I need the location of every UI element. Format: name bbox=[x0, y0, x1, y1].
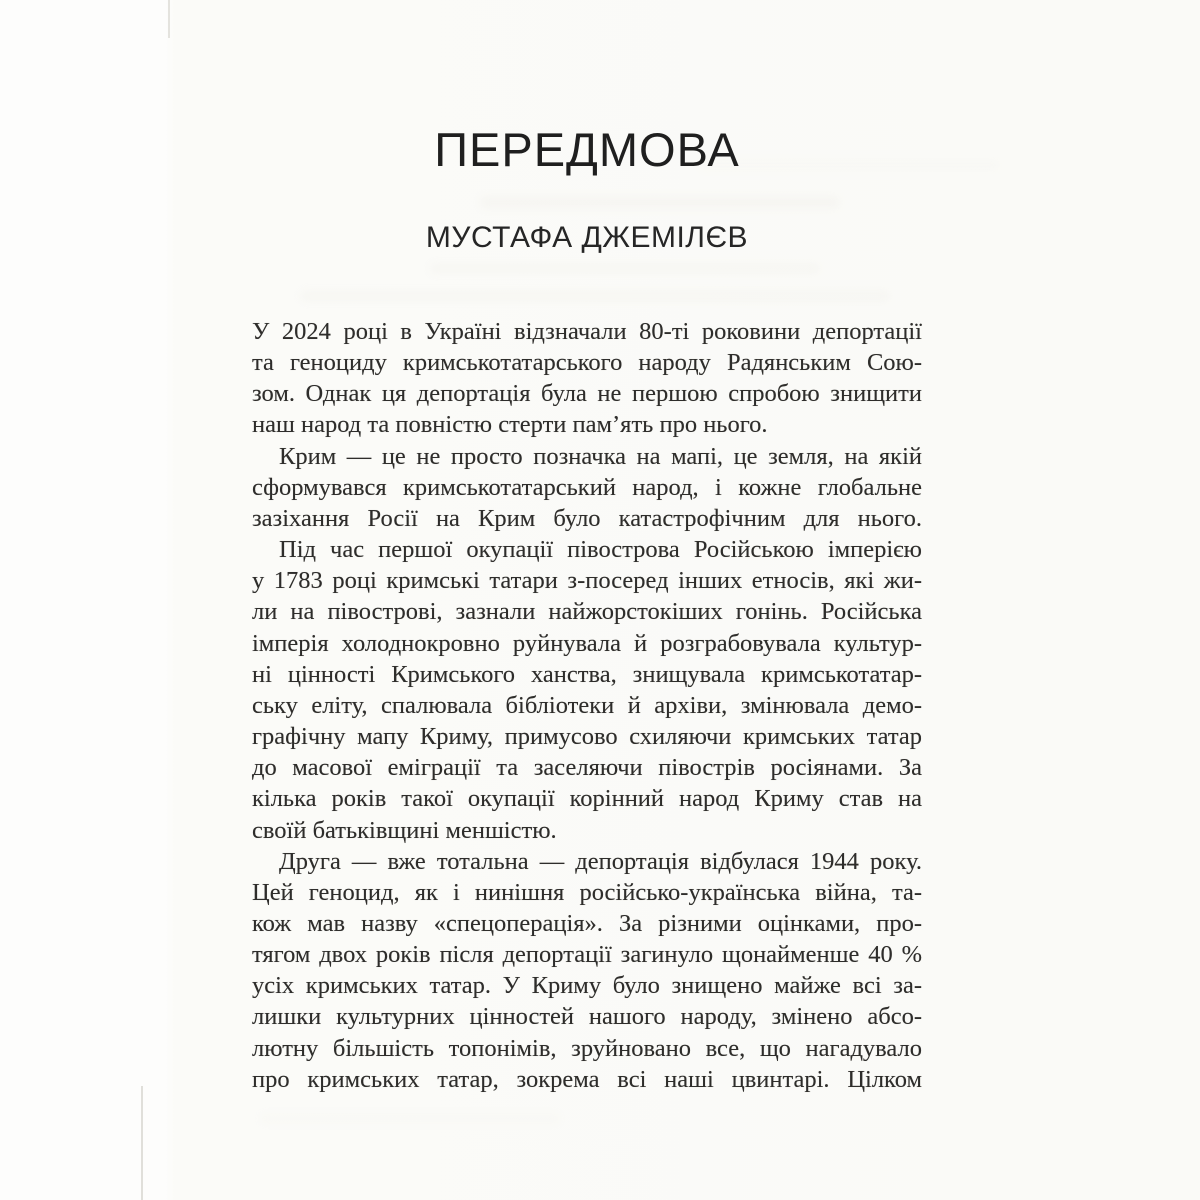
text-line: графічну мапу Криму, примусово схиляючи кримських татар bbox=[252, 723, 922, 751]
text-line: ську еліту, спалювала бібліотеки й архіви, змінювала демо- bbox=[252, 691, 922, 719]
text-line: зазіхання Росії на Крим було катастрофічним для нього. bbox=[252, 504, 922, 532]
text-line: наш народ та повністю стерти пам’ять про нього. bbox=[252, 411, 768, 439]
text-line: Друга — вже тотальна — депортація відбулася 1944 року. bbox=[279, 847, 922, 875]
text-line: ли на півострові, зазнали найжорстокіших гонінь. Російська bbox=[252, 598, 922, 626]
page-subtitle: МУСТАФА ДЖЕМІЛЄВ bbox=[425, 221, 749, 254]
text-line: лютну більшість топонімів, зруйновано все, що нагадувало bbox=[252, 1034, 922, 1062]
bleed-through-artifact bbox=[260, 1113, 560, 1124]
page-edge-line bbox=[168, 0, 170, 38]
bleed-through-artifact bbox=[480, 196, 840, 209]
paragraph bbox=[252, 316, 922, 441]
text-line: про кримських татар, зокрема всі наші цвинтарі. Цілком bbox=[252, 1065, 922, 1093]
text-line: кілька років такої окупації корінний народ Криму став на bbox=[252, 785, 922, 813]
text-line: усіх кримських татар. У Криму було знищено майже всі за- bbox=[252, 972, 922, 1000]
bleed-through-artifact bbox=[300, 290, 890, 302]
body-text bbox=[252, 316, 922, 1095]
text-line: Цей геноцид, як і нинішня російсько-українська війна, та- bbox=[252, 878, 922, 906]
text-line: імперія холоднокровно руйнувала й розграбовувала культур- bbox=[252, 629, 922, 657]
text-line: тягом двох років після депортації загинуло щонайменше 40 % bbox=[252, 941, 922, 969]
text-line: ні цінності Кримського ханства, знищувала кримськотатар- bbox=[252, 660, 922, 688]
paragraph bbox=[252, 846, 922, 1095]
text-line: зом. Однак ця депортація була не першою спробою знищити bbox=[252, 380, 922, 408]
paragraph bbox=[252, 534, 922, 846]
text-line: У 2024 році в Україні відзначали 80-ті роковини депортації bbox=[252, 318, 922, 345]
text-line: Під час першої окупації півострова Російською імперією bbox=[279, 536, 922, 564]
text-line: лишки культурних цінностей нашого народу, змінено абсо- bbox=[252, 1003, 922, 1031]
text-line: у 1783 році кримські татари з-посеред інших етносів, які жи- bbox=[252, 567, 922, 595]
text-line: до масової еміграції та заселяючи півострів росіянами. За bbox=[252, 754, 922, 782]
text-line: сформувався кримськотатарський народ, і кожне глобальне bbox=[252, 473, 922, 501]
page-title: ПЕРЕДМОВА bbox=[434, 123, 740, 176]
page-edge-line bbox=[141, 1086, 143, 1200]
text-line: Крим — це не просто позначка на мапі, це земля, на якій bbox=[279, 442, 922, 470]
bleed-through-artifact bbox=[430, 263, 820, 274]
paragraph bbox=[252, 441, 922, 534]
text-line: своїй батьківщині меншістю. bbox=[252, 816, 557, 844]
text-line: кож мав назву «спецоперація». За різними оцінками, про- bbox=[252, 909, 922, 937]
text-line: та геноциду кримськотатарського народу Радянським Сою- bbox=[252, 349, 922, 377]
